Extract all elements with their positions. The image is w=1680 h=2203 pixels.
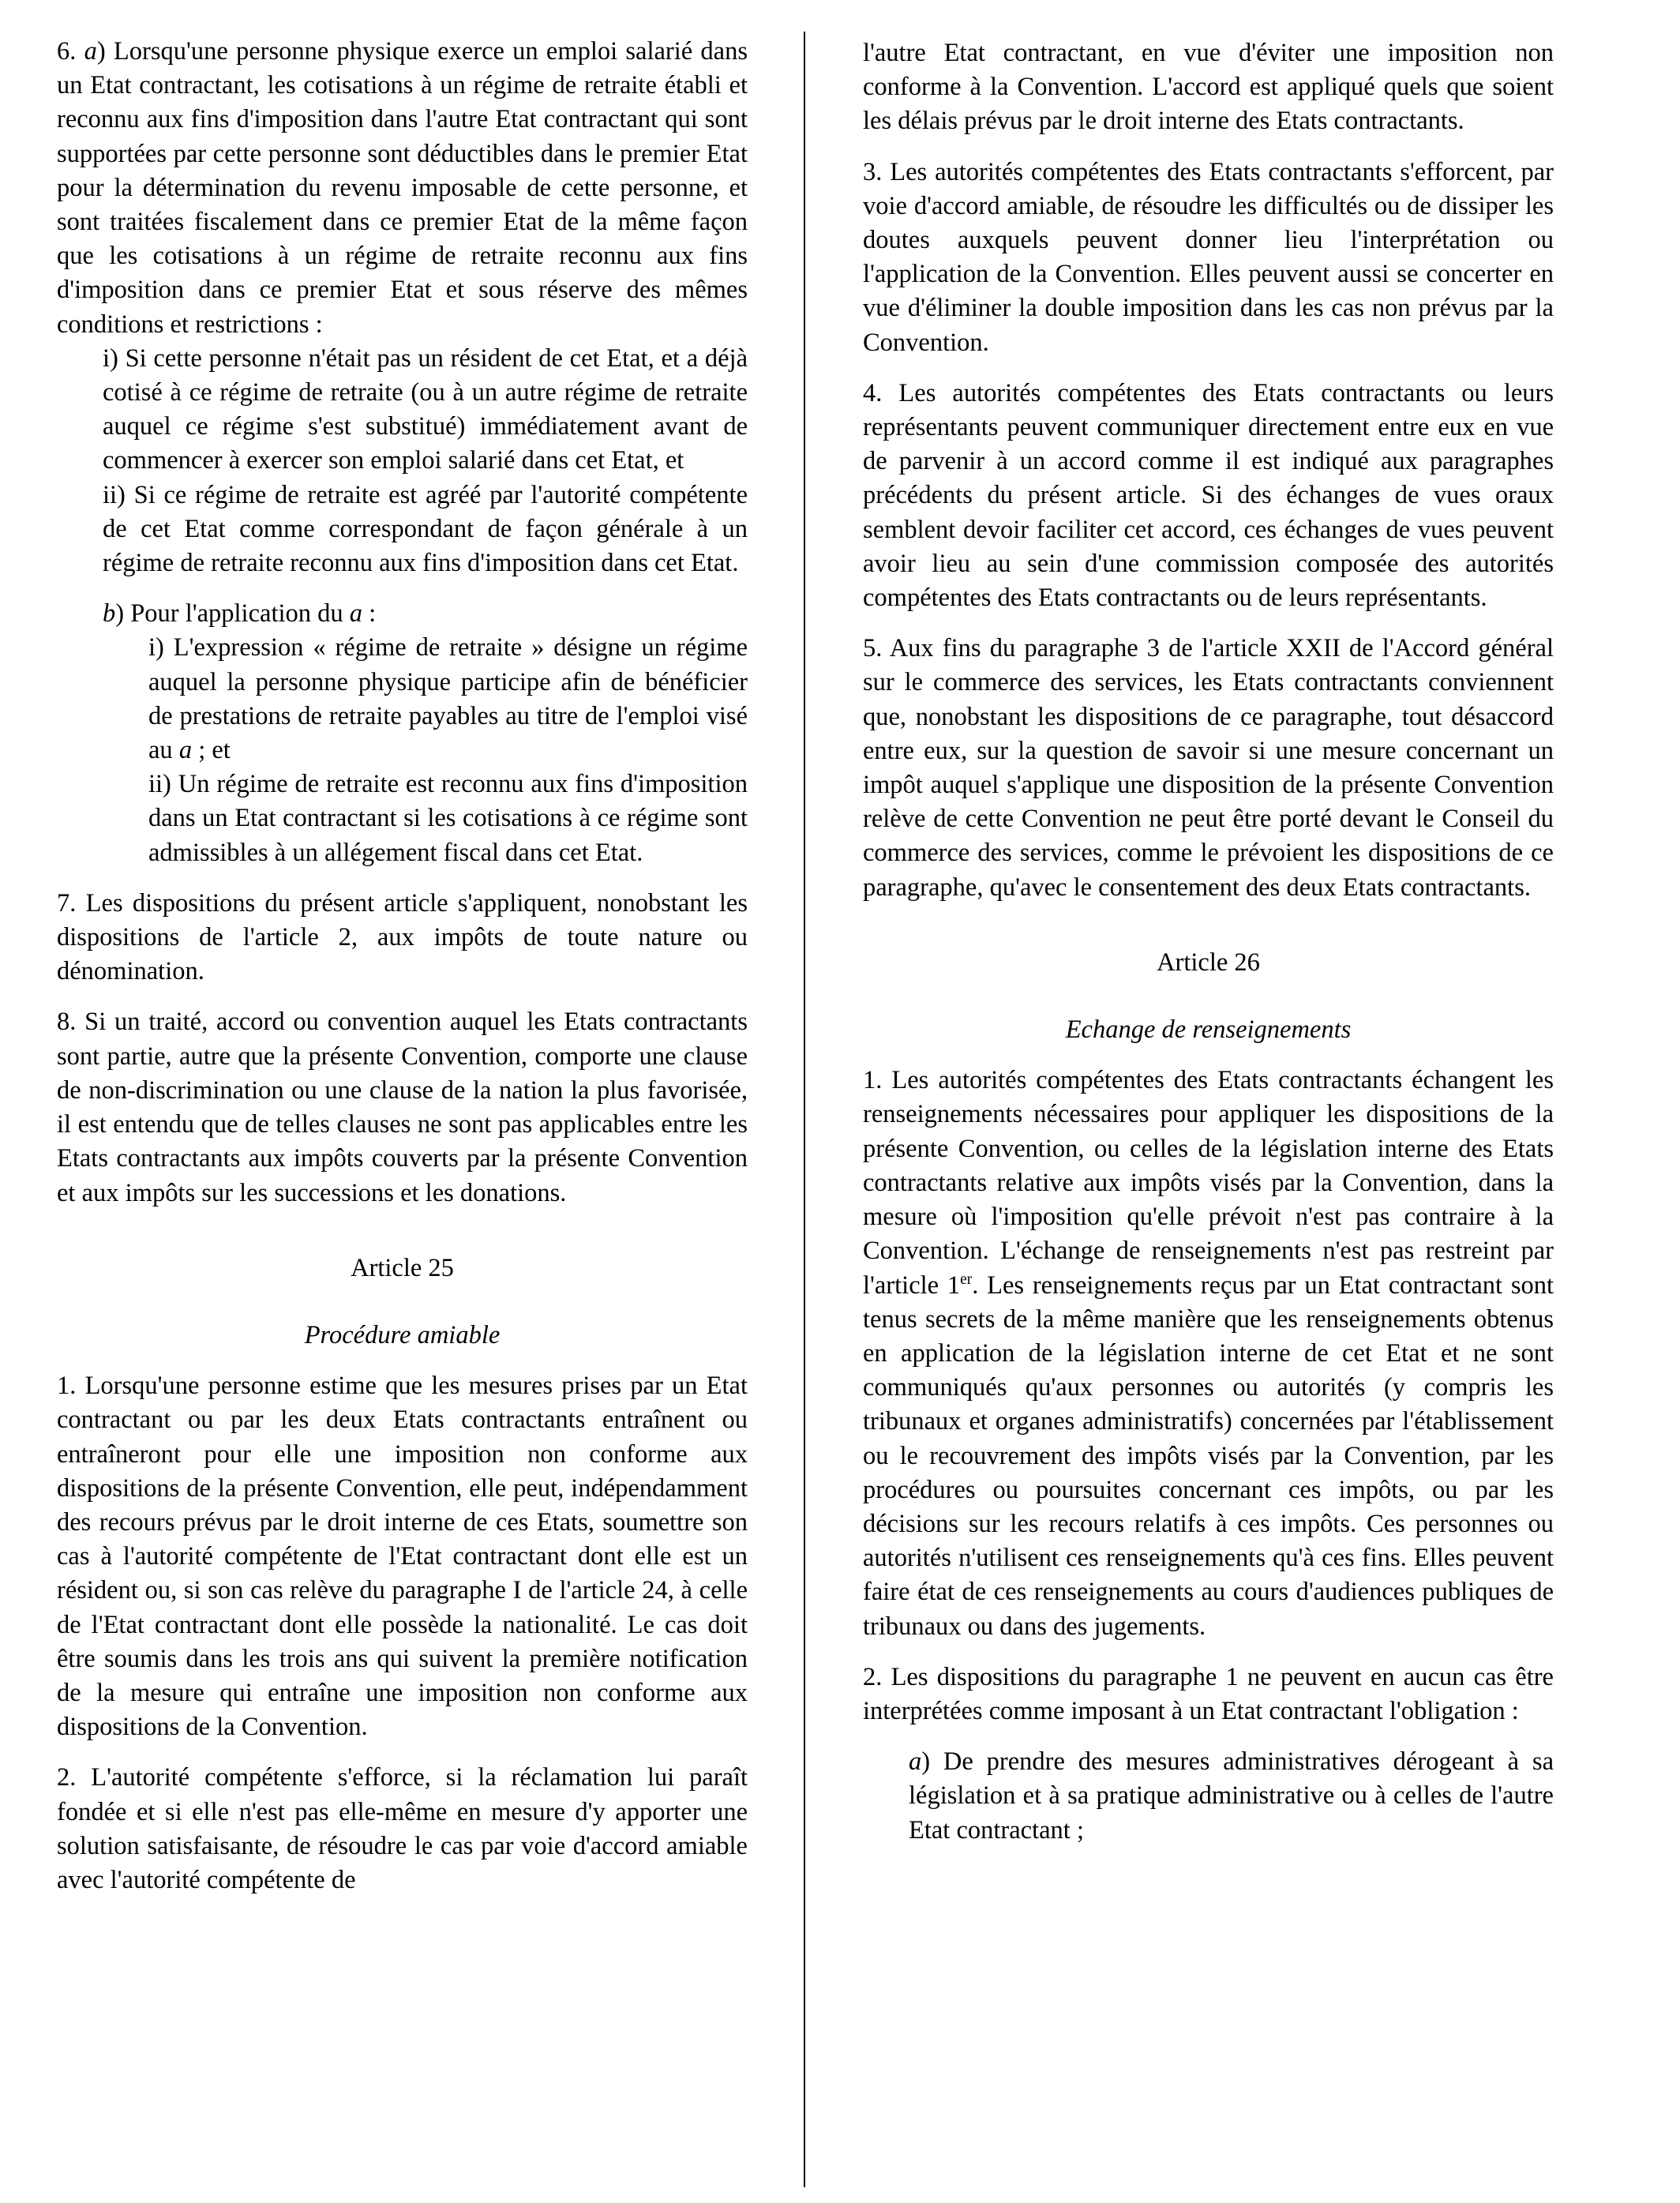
- subitem-6b-i: [148, 631, 748, 767]
- paragraph-text: 1. Les autorités compétentes des Etats contractants échangent les renseignements nécessaires pour appliquer les dispositions de la présente Convention, ou celles de la législation interne des Etats contractants relative aux impôts visés par la Convention, dans la mesure où l'imposition qu'elle prévoit n'est pas contraire à la Convention. L'échange de renseignements n'est pas restreint par l'article 1: [863, 1066, 1554, 1300]
- subitem-6a-i: i) Si cette personne n'était pas un résident de cet Etat, et a déjà cotisé à ce régime de retraite (ou à un autre régime de retraite auquel ce régime s'est substitué) immédiatement avant de commencer à exercer son emploi salarié dans cet Etat, et: [103, 343, 748, 475]
- item-label: b: [103, 599, 116, 629]
- subitem-6a-ii: ii) Si ce régime de retraite est agréé par l'autorité compétente de cet Etat comme correspondant de façon générale à un régime de retraite reconnu aux fins d'imposition dans cet Etat.: [103, 480, 748, 578]
- paragraph-6b: [103, 597, 748, 631]
- paragraph-6a: [57, 35, 748, 342]
- paragraph-number: 6.: [57, 37, 77, 66]
- item-label: a: [909, 1747, 922, 1777]
- right-column: [863, 36, 1554, 1864]
- item-reference: a: [178, 736, 193, 765]
- article-26-heading: Article 26: [1157, 948, 1260, 977]
- article-25-paragraph-2-end: l'autre Etat contractant, en vue d'éviter une imposition non conforme à la Convention. L'accord est appliqué quels que soient les délais prévus par le droit interne des Etats contractants.: [863, 39, 1554, 136]
- article-25-paragraph-1: 1. Lorsqu'une personne estime que les mesures prises par un Etat contractant ou par les deux Etats contractants entraînent ou entraîneront pour elle une imposition non conforme aux dispositions de la présente Convention, elle peut, indépendamment des recours prévus par le droit interne de ces Etats, soumettre son cas à l'autorité compétente de l'Etat contractant dont elle est un résident ou, si son cas relève du paragraphe I de l'article 24, à celle de l'Etat contractant dont elle possède la nationalité. Le cas doit être soumis dans les trois ans qui suivent la première notification de la mesure qui entraîne une imposition non conforme aux dispositions de la Convention.: [57, 1372, 748, 1742]
- subitem-6b-ii: ii) Un régime de retraite est reconnu aux fins d'imposition dans un Etat contractant si les cotisations à ce régime sont admissibles à un allégement fiscal dans cet Etat.: [148, 770, 748, 867]
- article-25-paragraph-2-start: 2. L'autorité compétente s'efforce, si la réclamation lui paraît fondée et si elle n'est pas elle-même en mesure d'y apporter une solution satisfaisante, de résoudre le cas par voie d'accord amiable avec l'autorité compétente de: [57, 1763, 748, 1894]
- paragraph-text: . Les renseignements reçus par un Etat contractant sont tenus secrets de la même manière que les renseignements obtenus en application de la législation interne de cet Etat et ne sont communiqués qu'aux personnes ou autorités (y compris les tribunaux et organes administratifs) concernées par l'établissement ou le recouvrement des impôts visés par la Convention, par les procédures ou poursuites concernant ces impôts, ou par les décisions sur les recours relatifs à ces impôts. Ces personnes ou autorités n'utilisent ces renseignements qu'à ces fins. Elles peuvent faire état de ces renseignements au cours d'audiences publiques de tribunaux ou dans des jugements.: [863, 1270, 1554, 1641]
- paragraph-text: ) De prendre des mesures administratives dérogeant à sa législation et à sa pratique administrative ou à celles de l'autre Etat contractant ;: [909, 1747, 1554, 1845]
- paragraph-8: 8. Si un traité, accord ou convention auquel les Etats contractants sont partie, autre que la présente Convention, comporte une clause de non-discrimination ou une clause de la nation la plus favorisée, il est entendu que de telles clauses ne sont pas applicables entre les Etats contractants aux impôts couverts par la présente Convention et aux impôts sur les successions et les donations.: [57, 1008, 748, 1207]
- article-25-paragraph-3: 3. Les autorités compétentes des Etats contractants s'efforcent, par voie d'accord amiable, de résoudre les difficultés ou de dissiper les doutes auxquels peuvent donner lieu l'interprétation ou l'application de la Convention. Elles peuvent aussi se concerter en vue d'éliminer la double imposition dans les cas non prévus par la Convention.: [863, 157, 1554, 357]
- article-26-paragraph-2a: [909, 1745, 1554, 1848]
- article-25-subtitle: Procédure amiable: [304, 1320, 501, 1349]
- article-25-paragraph-5: 5. Aux fins du paragraphe 3 de l'article XXII de l'Accord général sur le commerce des services, les Etats contractants conviennent que, nonobstant les dispositions de ce paragraphe, tout désaccord entre eux, sur la question de savoir si une mesure concernant un impôt auquel s'applique une disposition de la présente Convention relève de cette Convention ne peut être porté devant le Conseil du commerce des services, comme le prévoient les dispositions de ce paragraphe, qu'avec le consentement des deux Etats contractants.: [863, 634, 1554, 902]
- column-divider: [804, 32, 805, 2187]
- paragraph-text: i) L'expression « régime de retraite » désigne un régime auquel la personne physique participe afin de bénéficier de prestations de retraite payables au titre de l'emploi visé au: [148, 633, 748, 765]
- article-26-subtitle: Echange de renseignements: [1065, 1015, 1352, 1045]
- paragraph-7: 7. Les dispositions du présent article s'appliquent, nonobstant les dispositions de l'article 2, aux impôts de toute nature ou dénomination.: [57, 888, 748, 986]
- superscript: er: [960, 1270, 973, 1288]
- paragraph-text: :: [362, 599, 377, 629]
- left-column: [57, 35, 748, 1897]
- article-26-paragraph-1: [863, 1064, 1554, 1643]
- paragraph-text: ; et: [192, 736, 231, 765]
- paragraph-text: ) Pour l'application du: [115, 599, 350, 629]
- article-25-paragraph-4: 4. Les autorités compétentes des Etats contractants ou leurs représentants peuvent communiquer directement entre eux en vue de parvenir à un accord comme il est indiqué aux paragraphes précédents du présent article. Si des échanges de vues oraux semblent devoir faciliter cet accord, ces échanges de vues peuvent avoir lieu au sein d'une commission composée des autorités compétentes des Etats contractants ou de leurs représentants.: [863, 378, 1554, 613]
- article-25-heading: Article 25: [351, 1253, 454, 1282]
- item-label: a: [84, 37, 97, 66]
- paragraph-text: ) Lorsqu'une personne physique exerce un emploi salarié dans un Etat contractant, les cotisations à un régime de retraite établi et reconnu aux fins d'imposition dans l'autre Etat contractant qui sont supportées par cette personne sont déductibles dans le premier Etat pour la détermination du revenu imposable de cette personne, et sont traitées fiscalement dans ce premier Etat de la même façon que les cotisations à un régime de retraite reconnu aux fins d'imposition dans ce premier Etat et sous réserve des mêmes conditions et restrictions :: [57, 37, 748, 339]
- item-reference: a: [349, 599, 362, 629]
- article-26-paragraph-2: 2. Les dispositions du paragraphe 1 ne peuvent en aucun cas être interprétées comme imposant à un Etat contractant l'obligation :: [863, 1662, 1554, 1725]
